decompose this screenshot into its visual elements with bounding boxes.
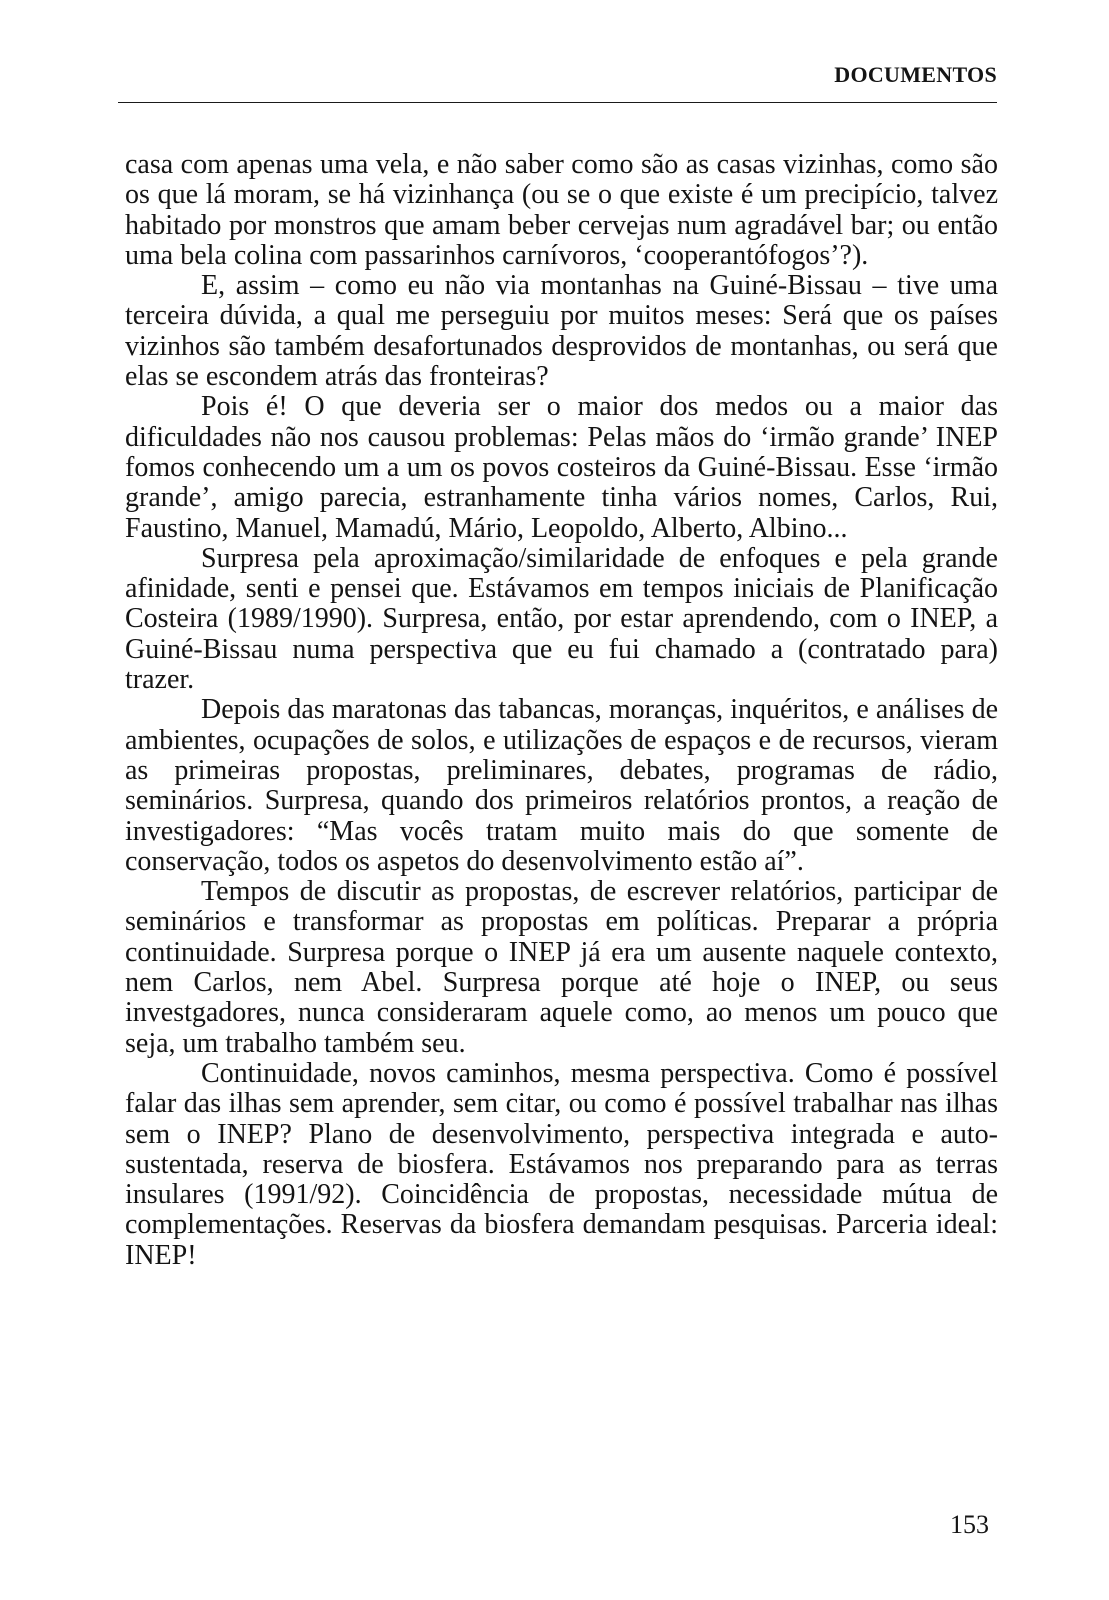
paragraph: Pois é! O que deveria ser o maior dos medos ou a maior das dificuldades não nos causou problemas: Pelas mãos do ‘irmão grande’ INEP fomos conhecendo um a um os povos costeiros da Guiné-Bissau. Esse ‘irmão grande’, amigo parecia, estranhamente tinha vários nomes, Carlos, Rui, Faustino, Manuel, Mamadú, Mário, Leopoldo, Alberto, Albino... xyxy=(125,391,998,544)
running-header xyxy=(118,62,997,103)
paragraph: Surpresa pela aproximação/similaridade de enfoques e pela grande afinidade, senti e pensei que. Estávamos em tempos iniciais de Planificação Costeira (1989/1990). Surpresa, então, por estar aprendendo, com o INEP, a Guiné-Bissau numa perspectiva que eu fui chamado a (contratado para) trazer. xyxy=(125,542,998,696)
body-text xyxy=(125,150,998,1271)
section-title: DOCUMENTOS xyxy=(834,62,997,87)
paragraph: E, assim – como eu não via montanhas na Guiné-Bissau – tive uma terceira dúvida, a qual me perseguiu por muitos meses: Será que os países vizinhos são também desafortunados desprovidos de montanhas, ou será que elas se escondem atrás das fronteiras? xyxy=(125,270,998,393)
paragraph: casa com apenas uma vela, e não saber como são as casas vizinhas, como são os que lá moram, se há vizinhança (ou se o que existe é um precipício, talvez habitado por monstros que amam beber cervejas num agradável bar; ou então uma bela colina com passarinhos carnívoros, ‘cooperantófogos’?). xyxy=(125,149,998,271)
paragraph: Tempos de discutir as propostas, de escrever relatórios, participar de seminários e transformar as propostas em políticas. Preparar a própria continuidade. Surpresa porque o INEP já era um ausente naquele contexto, nem Carlos, nem Abel. Surpresa porque até hoje o INEP, ou seus investgadores, nunca consideraram aquele como, ao menos um pouco que seja, um trabalho também seu. xyxy=(125,876,998,1059)
paragraph: Depois das maratonas das tabancas, moranças, inquéritos, e análises de ambientes, ocupações de solos, e utilizações de espaços e de recursos, vieram as primeiras propostas, preliminares, debates, programas de rádio, seminários. Surpresa, quando dos primeiros relatórios prontos, a reação de investigadores: “Mas vocês tratam muito mais do que somente de conservação, todos os aspetos do desenvolvimento estão aí”. xyxy=(125,694,998,877)
paragraph: Continuidade, novos caminhos, mesma perspectiva. Como é possível falar das ilhas sem aprender, sem citar, ou como é possível trabalhar nas ilhas sem o INEP? Plano de desenvolvimento, perspectiva integrada e auto-sustentada, reserva de biosfera. Estávamos nos preparando para as terras insulares (1991/92). Coincidência de propostas, necessidade mútua de complementações. Reservas da biosfera demandam pesquisas. Parceria ideal: INEP! xyxy=(125,1057,998,1271)
page-number: 153 xyxy=(950,1510,989,1539)
